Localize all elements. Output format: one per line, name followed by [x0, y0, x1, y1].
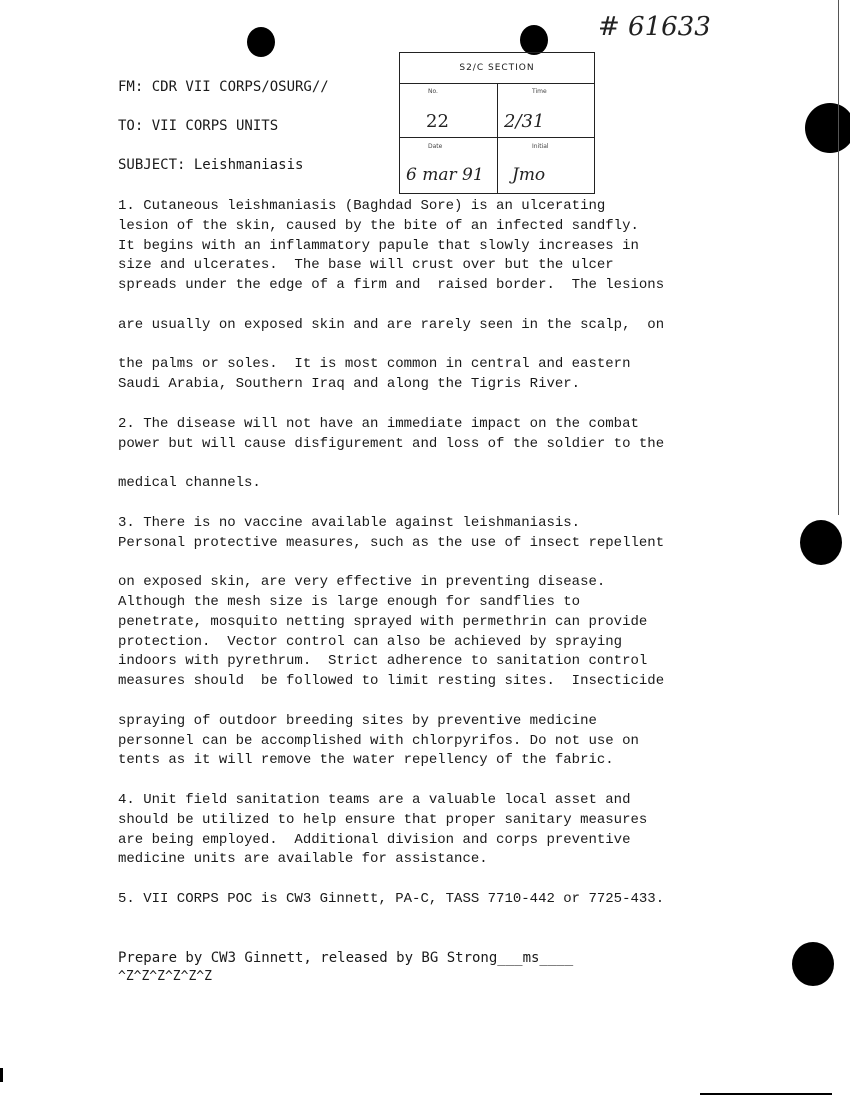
body-line: spreads under the edge of a firm and raised border. The lesions — [118, 277, 665, 294]
body-line: the palms or soles. It is most common in central and eastern — [118, 356, 631, 373]
body-line: 4. Unit field sanitation teams are a valuable local asset and — [118, 791, 631, 808]
body-line: tents as it will remove the water repellency of the fabric. — [118, 752, 614, 769]
punch-hole-right-1 — [805, 103, 850, 153]
end-marks: ^Z^Z^Z^Z^Z^Z — [118, 969, 212, 984]
body-line: 2. The disease will not have an immediate impact on the combat — [118, 415, 639, 432]
to-line: TO: VII CORPS UNITS — [118, 118, 279, 134]
body-line: Saudi Arabia, Southern Iraq and along the Tigris River. — [118, 376, 581, 393]
stamp-title: S2/C SECTION — [459, 63, 535, 73]
stamp-time-label: Time — [532, 88, 547, 95]
body-line: 3. There is no vaccine available against leishmaniasis. — [118, 514, 581, 531]
body-line: It begins with an inflammatory papule that slowly increases in — [118, 237, 639, 254]
left-edge-mark — [0, 1068, 3, 1082]
stamp-date-value: 6 mar 91 — [406, 165, 484, 185]
stamp-date-label: Date — [428, 143, 443, 150]
body-line: should be utilized to help ensure that proper sanitary measures — [118, 811, 648, 828]
stamp-time-value: 2/31 — [504, 111, 545, 132]
punch-hole-top-left — [247, 27, 275, 57]
stamp-no-value: 22 — [426, 111, 449, 132]
body-line: on exposed skin, are very effective in preventing disease. — [118, 574, 606, 591]
body-line: are being employed. Additional division and corps preventive — [118, 831, 631, 848]
memo-body — [118, 197, 798, 910]
from-line: FM: CDR VII CORPS/OSURG// — [118, 79, 329, 95]
body-line: size and ulcerates. The base will crust over but the ulcer — [118, 257, 614, 274]
body-line: are usually on exposed skin and are rarely seen in the scalp, on — [118, 316, 665, 333]
body-line: personnel can be accomplished with chlorpyrifos. Do not use on — [118, 732, 639, 749]
prepared-by-line: Prepare by CW3 Ginnett, released by BG Strong___ms____ — [118, 950, 574, 966]
right-edge-line — [838, 0, 839, 515]
routing-stamp — [399, 52, 595, 194]
bottom-edge-line — [700, 1093, 832, 1095]
subject-line: SUBJECT: Leishmaniasis — [118, 157, 304, 173]
body-line: measures should be followed to limit resting sites. Insecticide — [118, 673, 665, 690]
punch-hole-right-2 — [800, 520, 842, 565]
stamp-initial-label: Initial — [532, 143, 549, 150]
body-line: Although the mesh size is large enough for sandflies to — [118, 593, 581, 610]
body-line: medicine units are available for assistance. — [118, 851, 488, 868]
body-line: indoors with pyrethrum. Strict adherence to sanitation control — [118, 653, 648, 670]
punch-hole-top-center — [520, 25, 548, 55]
body-line: 1. Cutaneous leishmaniasis (Baghdad Sore) is an ulcerating — [118, 198, 606, 214]
body-line: Personal protective measures, such as the use of insect repellent — [118, 534, 665, 551]
body-line: 5. VII CORPS POC is CW3 Ginnett, PA-C, TASS 7710-442 or 7725-433. — [118, 890, 665, 907]
body-line: protection. Vector control can also be achieved by spraying — [118, 633, 623, 650]
stamp-initial-value: Jmo — [512, 165, 546, 185]
stamp-no-label: No. — [428, 88, 438, 95]
body-line: lesion of the skin, caused by the bite of an infected sandfly. — [118, 217, 639, 234]
body-line: medical channels. — [118, 475, 261, 492]
body-line: spraying of outdoor breeding sites by preventive medicine — [118, 712, 597, 729]
body-line: penetrate, mosquito netting sprayed with permethrin can provide — [118, 613, 648, 630]
body-line: power but will cause disfigurement and loss of the soldier to the — [118, 435, 665, 452]
handwritten-reference-number: # 61633 — [598, 12, 711, 42]
punch-hole-right-3 — [792, 942, 834, 986]
